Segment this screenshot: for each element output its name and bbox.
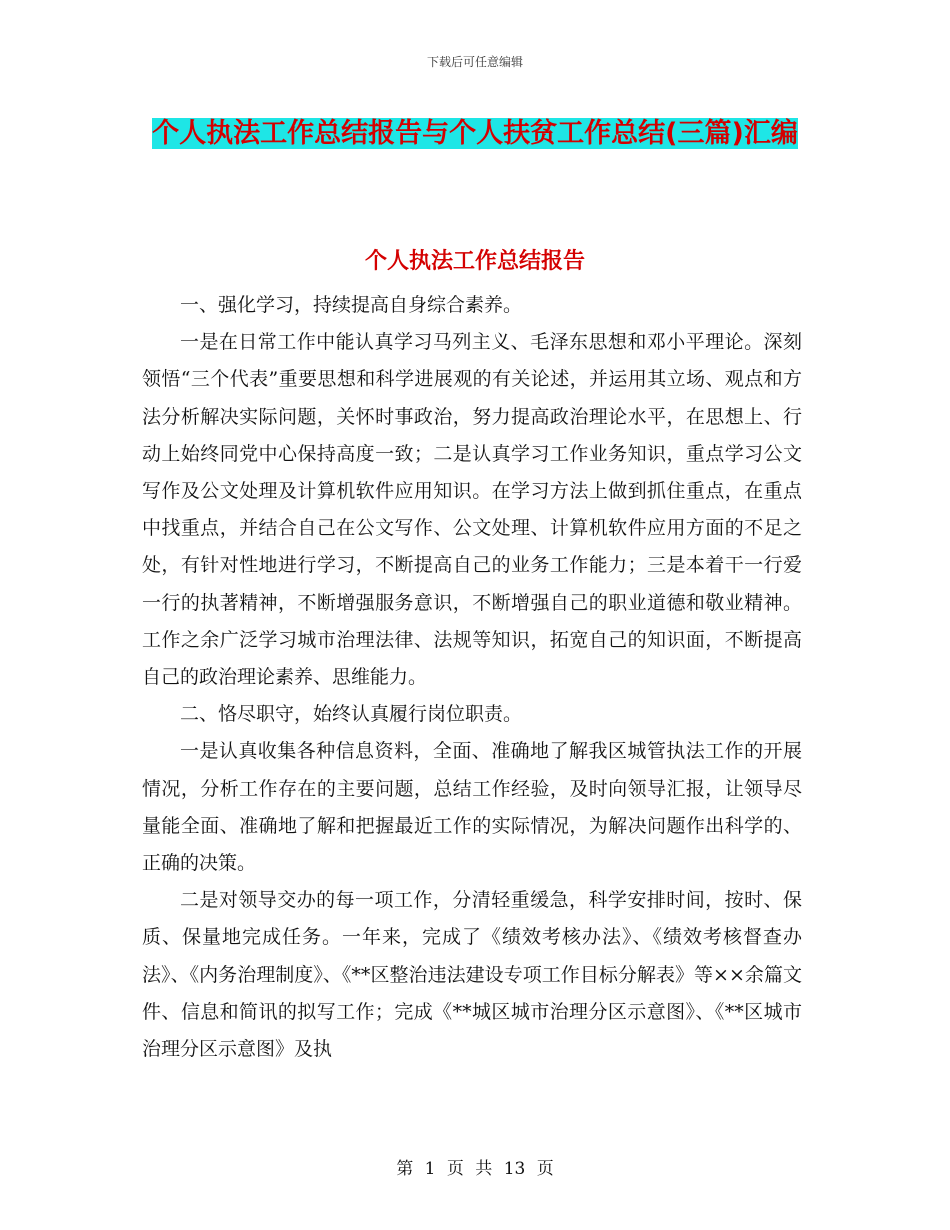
page-header-note: 下载后可任意编辑 (426, 55, 523, 69)
paragraph: 一是在日常工作中能认真学习马列主义、毛泽东思想和邓小平理论。深刻领悟“三个代表”重要思想和科学进展观的有关论述，并运用其立场、观点和方法分析解决实际问题，关怀时事政治，努力提高政治理论水平，在思想上、行动上始终同党中心保持高度一致；二是认真学习工作业务知识，重点学习公文写作及公文处理及计算机软件应用知识。在学习方法上做到抓住重点，在重点中找重点，并结合自己在公文写作、公文处理、计算机软件应用方面的不足之处，有针对性地进行学习，不断提高自己的业务工作能力；三是本着干一行爱一行的执著精神，不断增强服务意识，不断增强自己的职业道德和敬业精神。工作之余广泛学习城市治理法律、法规等知识，拓宽自己的知识面，不断提高自己的政治理论素养、思维能力。 (142, 331, 802, 689)
paragraph-heading-2: 二、恪尽职守，始终认真履行岗位职责。 (180, 703, 523, 726)
paragraph: 一是认真收集各种信息资料，全面、准确地了解我区城管执法工作的开展情况，分析工作存在的主要问题，总结工作经验，及时向领导汇报，让领导尽量能全面、准确地了解和把握最近工作的实际情况，为解决问题作出科学的、正确的决策。 (142, 740, 802, 875)
section-title: 个人执法工作总结报告 (364, 249, 585, 274)
paragraph-heading-1: 一、强化学习，持续提高自身综合素养。 (180, 294, 523, 316)
page-footer: 第 1 页 共 13 页 (396, 1159, 554, 1179)
document-title-text: 个人执法工作总结报告与个人扶贫工作总结(三篇)汇编 (152, 118, 798, 149)
document-body (142, 287, 802, 1068)
document-title (140, 110, 810, 157)
paragraph: 二是对领导交办的每一项工作，分清轻重缓急，科学安排时间，按时、保质、保量地完成任务。一年来，完成了《绩效考核办法》、《绩效考核督查办法》、《内务治理制度》、《**区整治违法建设专项工作目标分解表》等××余篇文件、信息和简讯的拟写工作；完成《**城区城市治理分区示意图》、《**区城市治理分区示意图》及执 (142, 889, 802, 1061)
